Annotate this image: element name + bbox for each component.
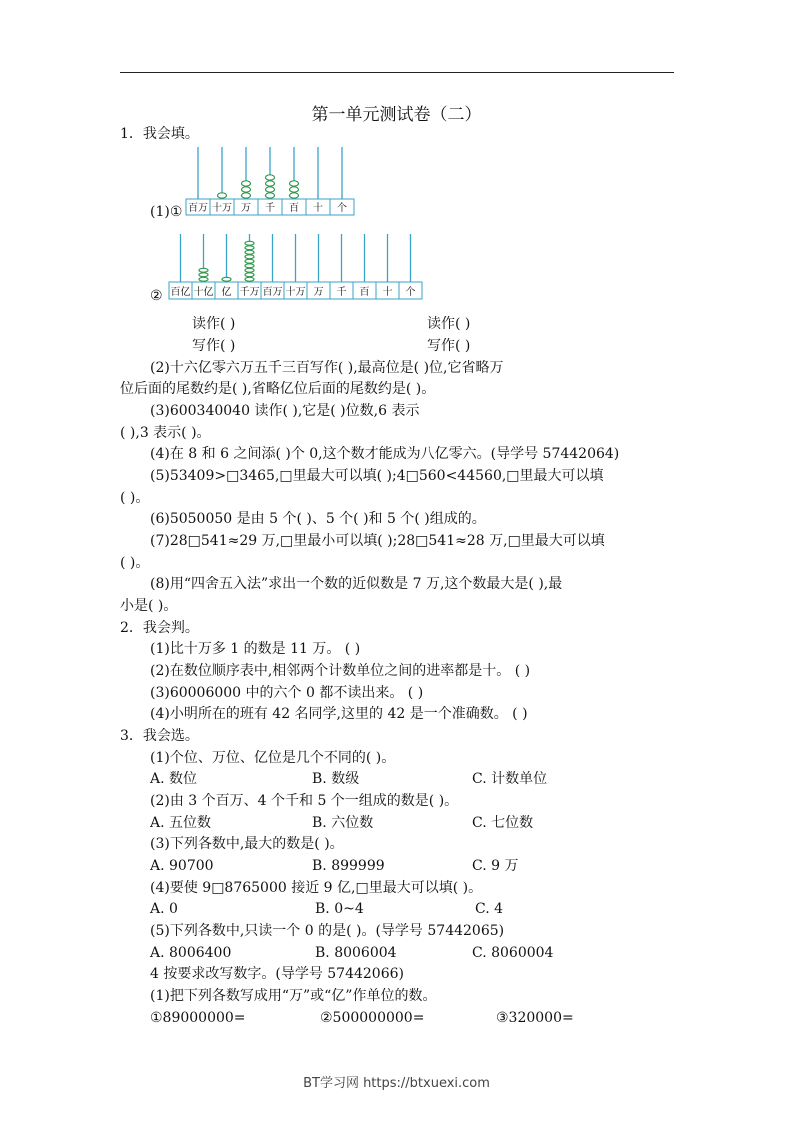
read-as-2: 读作( ) <box>427 316 471 332</box>
q1-5-line-1: (5)53409>□3465,□里最大可以填( );4□560<44560,□里最大可以填 <box>150 468 604 484</box>
choice-q5-a: A. 8006400 <box>150 945 232 961</box>
choice-q3: (3)下列各数中,最大的数是( )。 <box>150 836 344 852</box>
abacus-place-label: 百 <box>359 287 370 298</box>
abacus-bead <box>266 175 275 180</box>
read-as-1: 读作( ) <box>192 316 236 332</box>
rewrite-item-2: ②500000000= <box>320 1010 425 1026</box>
page-title: 第一单元测试卷（二） <box>311 105 482 125</box>
q1-3-line-2: ( ),3 表示( )。 <box>120 425 211 441</box>
abacus-bead <box>266 181 275 186</box>
choice-q4: (4)要使 9□8765000 接近 9 亿,□里最大可以填( )。 <box>150 880 483 896</box>
abacus-bead <box>242 181 251 186</box>
write-as-1: 写作( ) <box>192 338 236 354</box>
abacus-place-label: 十 <box>382 287 393 298</box>
abacus-bead <box>245 277 254 281</box>
abacus-place-label: 个 <box>337 203 347 214</box>
section-1-heading: 1．我会填。 <box>120 126 199 142</box>
abacus-place-label: 个 <box>405 287 416 298</box>
abacus-place-label: 百万 <box>262 287 283 298</box>
write-as-2: 写作( ) <box>427 338 471 354</box>
abacus-bead <box>245 250 254 254</box>
choice-q2-a: A. 五位数 <box>150 815 212 831</box>
abacus-1-label: (1)① <box>150 204 183 220</box>
footer-watermark: BT学习网 https://btxuexi.com <box>303 1076 490 1091</box>
choice-q4-c: C. 4 <box>475 901 504 917</box>
choice-q3-a: A. 90700 <box>150 858 214 874</box>
q1-8-line-2: 小是( )。 <box>120 598 178 614</box>
abacus-place-label: 十亿 <box>193 287 214 298</box>
judge-item-2: (2)在数位顺序表中,相邻两个计数单位之间的进率都是十。 ( ) <box>150 663 531 679</box>
choice-q3-b: B. 899999 <box>312 858 385 874</box>
abacus-place-label: 万 <box>313 287 324 298</box>
rewrite-item-1: ①89000000= <box>150 1010 246 1026</box>
abacus-place-label: 千万 <box>239 287 260 298</box>
abacus-place-label: 十万 <box>285 287 306 298</box>
abacus-place-label: 百万 <box>188 203 208 214</box>
choice-q3-c: C. 9 万 <box>472 858 519 874</box>
abacus-place-label: 千 <box>265 203 275 214</box>
q1-3-line-1: (3)600340040 读作( ),它是( )位数,6 表示 <box>150 403 420 419</box>
rewrite-item-3: ③320000= <box>496 1010 574 1026</box>
abacus-bead <box>245 264 254 268</box>
choice-q1-b: B. 数级 <box>312 771 360 787</box>
abacus-bead <box>242 193 251 198</box>
choice-q1-c: C. 计数单位 <box>472 771 548 787</box>
abacus-bead <box>290 187 299 192</box>
abacus-bead <box>218 193 227 198</box>
abacus-place-label: 十万 <box>212 203 232 214</box>
abacus-2-label: ② <box>150 288 163 304</box>
abacus-bead <box>222 277 231 281</box>
abacus-bead <box>245 241 254 245</box>
abacus-bead <box>245 246 254 250</box>
judge-item-3: (3)60006000 中的六个 0 都不读出来。 ( ) <box>150 685 424 701</box>
choice-q2: (2)由 3 个百万、4 个千和 5 个一组成的数是( )。 <box>150 793 459 809</box>
section-3-heading: 3．我会选。 <box>120 728 199 744</box>
choice-q5-c: C. 8060004 <box>472 945 554 961</box>
abacus-place-label: 百亿 <box>170 287 191 298</box>
abacus-bead <box>245 259 254 263</box>
choice-q1-a: A. 数位 <box>150 771 198 787</box>
q1-7-line-2: ( )。 <box>120 555 150 571</box>
abacus-bead <box>266 193 275 198</box>
abacus-place-label: 万 <box>241 203 251 214</box>
choice-q5: (5)下列各数中,只读一个 0 的是( )。(导学号 57442065) <box>150 923 505 939</box>
rewrite-instruction: (1)把下列各数写成用“万”或“亿”作单位的数。 <box>150 988 437 1004</box>
abacus-bead <box>245 255 254 259</box>
abacus-2 <box>168 231 424 303</box>
choice-q2-b: B. 六位数 <box>312 815 374 831</box>
abacus-bead <box>245 273 254 277</box>
abacus-place-label: 十 <box>313 203 323 214</box>
q1-5-line-2: ( )。 <box>120 490 150 506</box>
abacus-place-label: 百 <box>289 203 299 214</box>
abacus-1 <box>185 144 355 220</box>
q1-6: (6)5050050 是由 5 个( )、5 个( )和 5 个( )组成的。 <box>150 511 486 527</box>
top-rule <box>120 72 674 73</box>
abacus-bead <box>266 187 275 192</box>
abacus-bead <box>245 268 254 272</box>
abacus-bead <box>199 268 208 272</box>
choice-q1: (1)个位、万位、亿位是几个不同的( )。 <box>150 750 396 766</box>
judge-item-4: (4)小明所在的班有 42 名同学,这里的 42 是一个准确数。 ( ) <box>150 706 528 722</box>
judge-item-1: (1)比十万多 1 的数是 11 万。 ( ) <box>150 641 361 657</box>
choice-q4-b: B. 0~4 <box>315 901 364 917</box>
abacus-bead <box>290 181 299 186</box>
choice-q2-c: C. 七位数 <box>472 815 534 831</box>
abacus-place-label: 亿 <box>221 287 232 298</box>
choice-q4-a: A. 0 <box>150 901 178 917</box>
section-4-heading: 4 按要求改写数字。(导学号 57442066) <box>150 966 404 982</box>
abacus-bead <box>242 187 251 192</box>
abacus-place-label: 千 <box>336 287 347 298</box>
q1-7-line-1: (7)28□541≈29 万,□里最小可以填( );28□541≈28 万,□里最大可以填 <box>150 533 605 549</box>
q1-8-line-1: (8)用“四舍五入法”求出一个数的近似数是 7 万,这个数最大是( ),最 <box>150 576 563 592</box>
q1-2-line-1: (2)十六亿零六万五千三百写作( ),最高位是( )位,它省略万 <box>150 360 504 376</box>
choice-q5-b: B. 8006004 <box>315 945 397 961</box>
section-2-heading: 2．我会判。 <box>120 620 199 636</box>
q1-2-line-2: 位后面的尾数约是( ),省略亿位后面的尾数约是( )。 <box>120 381 436 397</box>
abacus-bead <box>290 193 299 198</box>
q1-4: (4)在 8 和 6 之间添( )个 0,这个数才能成为八亿零六。(导学号 57442064) <box>150 446 620 462</box>
abacus-bead <box>199 273 208 277</box>
abacus-bead <box>199 277 208 281</box>
